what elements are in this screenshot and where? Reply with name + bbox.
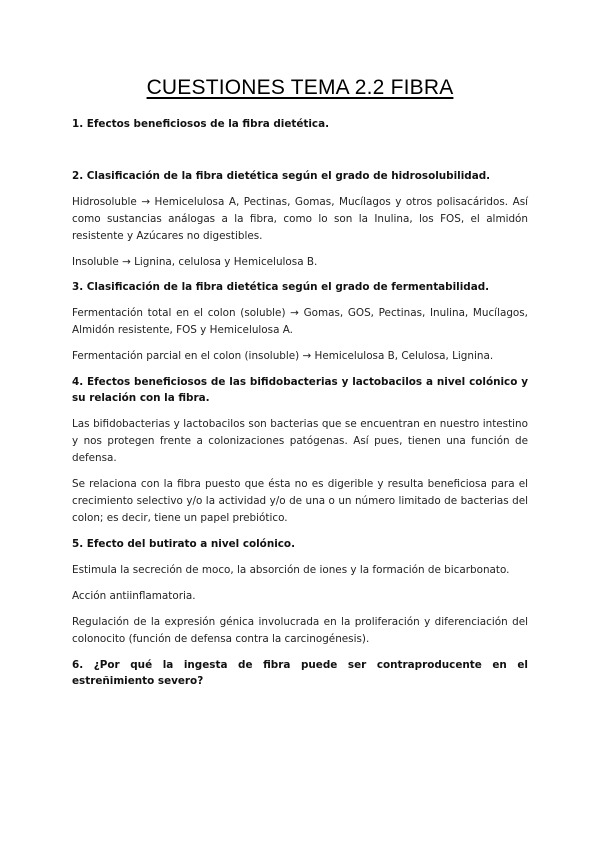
answer-5-paragraph-3: Regulación de la expresión génica involucrada en la proliferación y diferenciación del colonocito (función de defensa contra la carcinogénesis). [72,616,528,645]
question-6: 6. ¿Por qué la ingesta de fibra puede ser contraproducente en el estreñimiento severo? [72,659,528,687]
page-title: CUESTIONES TEMA 2.2 FIBRA [146,76,454,99]
question-2: 2. Clasificación de la fibra dietética según el grado de hidrosolubilidad. [72,170,491,182]
question-4: 4. Efectos beneficiosos de las bifidobacterias y lactobacilos a nivel colónico y su relación con la fibra. [72,376,528,404]
answer-4-paragraph-2: Se relaciona con la fibra puesto que ésta no es digerible y resulta beneficiosa para el crecimiento selectivo y/o la actividad y/o de una o un número limitado de bacterias del colon; es decir, tiene un papel prebiótico. [72,478,528,524]
question-1: 1. Efectos beneficiosos de la fibra dietética. [72,118,330,130]
answer-2-hidrosoluble: Hidrosoluble → Hemicelulosa A, Pectinas, Gomas, Mucílagos y otros polisacáridos. Así como sustancias análogas a la fibra, como lo son la Inulina, los FOS, el almidón resistente y Azúcares no digestibles. [72,196,528,242]
answer-2-insoluble: Insoluble → Lignina, celulosa y Hemicelulosa B. [72,256,318,268]
answer-5-paragraph-2: Acción antiinflamatoria. [72,590,196,602]
answer-5-paragraph-1: Estimula la secreción de moco, la absorción de iones y la formación de bicarbonato. [72,564,510,576]
answer-3-parcial: Fermentación parcial en el colon (insoluble) → Hemicelulosa B, Celulosa, Lignina. [72,350,494,362]
question-5: 5. Efecto del butirato a nivel colónico. [72,538,296,550]
question-3: 3. Clasificación de la fibra dietética según el grado de fermentabilidad. [72,281,490,293]
answer-4-paragraph-1: Las bifidobacterias y lactobacilos son bacterias que se encuentran en nuestro intestino y nos protegen frente a colonizaciones patógenas. Así pues, tienen una función de defensa. [72,418,528,464]
answer-3-total: Fermentación total en el colon (soluble) → Gomas, GOS, Pectinas, Inulina, Mucílagos, Almidón resistente, FOS y Hemicelulosa A. [72,307,528,336]
